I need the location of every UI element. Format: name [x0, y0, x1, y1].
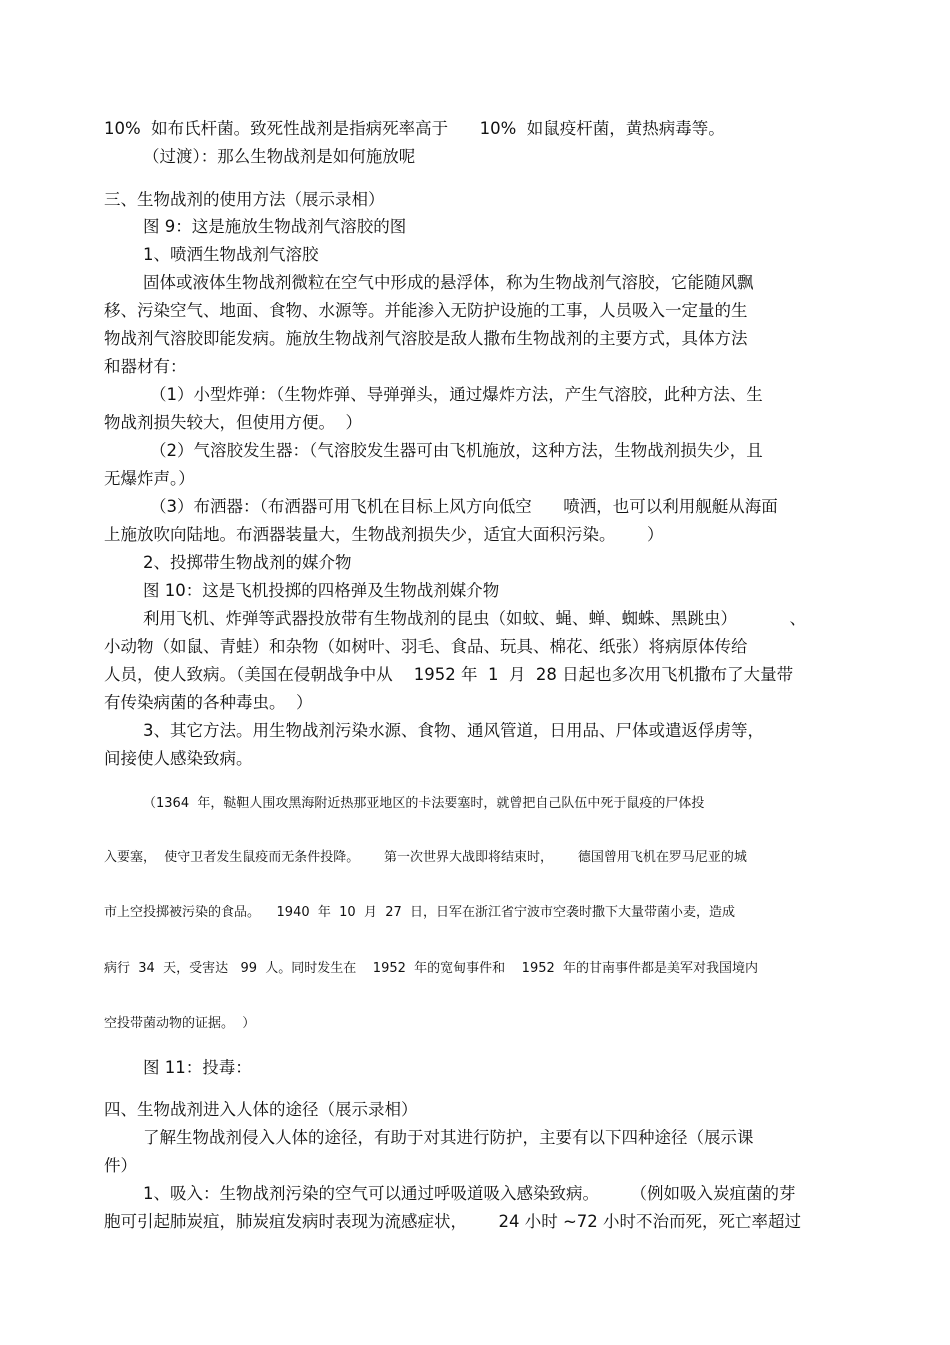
text-line: 了解生物战剂侵入人体的途径，有助于对其进行防护，主要有以下四种途径（展示课 — [143, 1128, 754, 1147]
history-note-line: 入要塞， 使守卫者发生鼠疫而无条件投降。 第一次世界大战即将结束时， 德国曾用飞机在罗马尼亚的城 — [104, 850, 747, 865]
text-line: 无爆炸声。） — [104, 469, 195, 488]
figure-caption: 图 9：这是施放生物战剂气溶胶的图 — [143, 217, 407, 236]
text-line: 上施放吹向陆地。布洒器装量大，生物战剂损失少，适宜大面积污染。 ） — [104, 525, 664, 544]
text-line: 有传染病菌的各种毒虫。 ） — [104, 693, 313, 712]
text-line: 人员，使人致病。（美国在侵朝战争中从 1952 年 1 月 28 日起也多次用飞机撒布了大量带 — [104, 665, 794, 684]
figure-caption: 图 11：投毒： — [143, 1058, 252, 1077]
history-note-line: （1364 年，鞑靼人围攻黑海附近热那亚地区的卡法要塞时，就曾把自己队伍中死于鼠疫的尸体投 — [143, 796, 705, 811]
text-line: （1）小型炸弹：（生物炸弹、导弹弹头，通过爆炸方法，产生气溶胶，此种方法、生 — [150, 385, 763, 404]
text-line: （3）布洒器：（布洒器可用飞机在目标上风方向低空 喷洒，也可以利用舰艇从海面 — [150, 497, 778, 516]
text-line: 10% 如布氏杆菌。致死性战剂是指病死率高于 10% 如鼠疫杆菌，黄热病毒等。 — [104, 119, 725, 138]
text-line: 胞可引起肺炭疽，肺炭疽发病时表现为流感症状， 24 小时 ~72 小时不治而死，死亡率超过 — [104, 1212, 802, 1231]
text-line: （2）气溶胶发生器：（气溶胶发生器可由飞机施放，这种方法，生物战剂损失少，且 — [150, 441, 763, 460]
figure-caption: 图 10：这是飞机投掷的四格弹及生物战剂媒介物 — [143, 581, 500, 600]
section-heading: 三、生物战剂的使用方法（展示录相） — [104, 190, 385, 209]
text-line: 物战剂气溶胶即能发病。施放生物战剂气溶胶是敌人撒布生物战剂的主要方式，具体方法 — [104, 329, 748, 348]
subsection-heading: 2、投掷带生物战剂的媒介物 — [143, 553, 352, 572]
history-note-line: 病行 34 天，受害达 99 人。同时发生在 1952 年的宽甸事件和 1952 年的甘南事件都是美军对我国境内 — [104, 961, 759, 976]
history-note-line: 空投带菌动物的证据。 ） — [104, 1016, 256, 1031]
text-line: 利用飞机、炸弹等武器投放带有生物战剂的昆虫（如蚊、蝇、蝉、蜘蛛、黑跳虫） 、 — [143, 609, 806, 628]
text-line: （过渡）：那么生物战剂是如何施放呢 — [143, 147, 416, 166]
text-line: 1、吸入：生物战剂污染的空气可以通过呼吸道吸入感染致病。 （例如吸入炭疽菌的芽 — [143, 1184, 796, 1203]
text-line: 移、污染空气、地面、食物、水源等。并能渗入无防护设施的工事，人员吸入一定量的生 — [104, 301, 748, 320]
text-line: 间接使人感染致病。 — [104, 749, 253, 768]
text-line: 件） — [104, 1156, 137, 1175]
text-line: 固体或液体生物战剂微粒在空气中形成的悬浮体，称为生物战剂气溶胶，它能随风飘 — [143, 273, 754, 292]
text-line: 物战剂损失较大，但使用方便。 ） — [104, 413, 362, 432]
text-line: 小动物（如鼠、青蛙）和杂物（如树叶、羽毛、食品、玩具、棉花、纸张）将病原体传给 — [104, 637, 748, 656]
text-line: 3、其它方法。用生物战剂污染水源、食物、通风管道，日用品、尸体或遣返俘虏等， — [143, 721, 764, 740]
text-line: 和器材有： — [104, 357, 187, 376]
section-heading: 四、生物战剂进入人体的途径（展示录相） — [104, 1100, 418, 1119]
subsection-heading: 1、喷洒生物战剂气溶胶 — [143, 245, 319, 264]
history-note-line: 市上空投掷被污染的食品。 1940 年 10 月 27 日，日军在浙江省宁波市空袭时撒下大量带菌小麦，造成 — [104, 905, 736, 920]
